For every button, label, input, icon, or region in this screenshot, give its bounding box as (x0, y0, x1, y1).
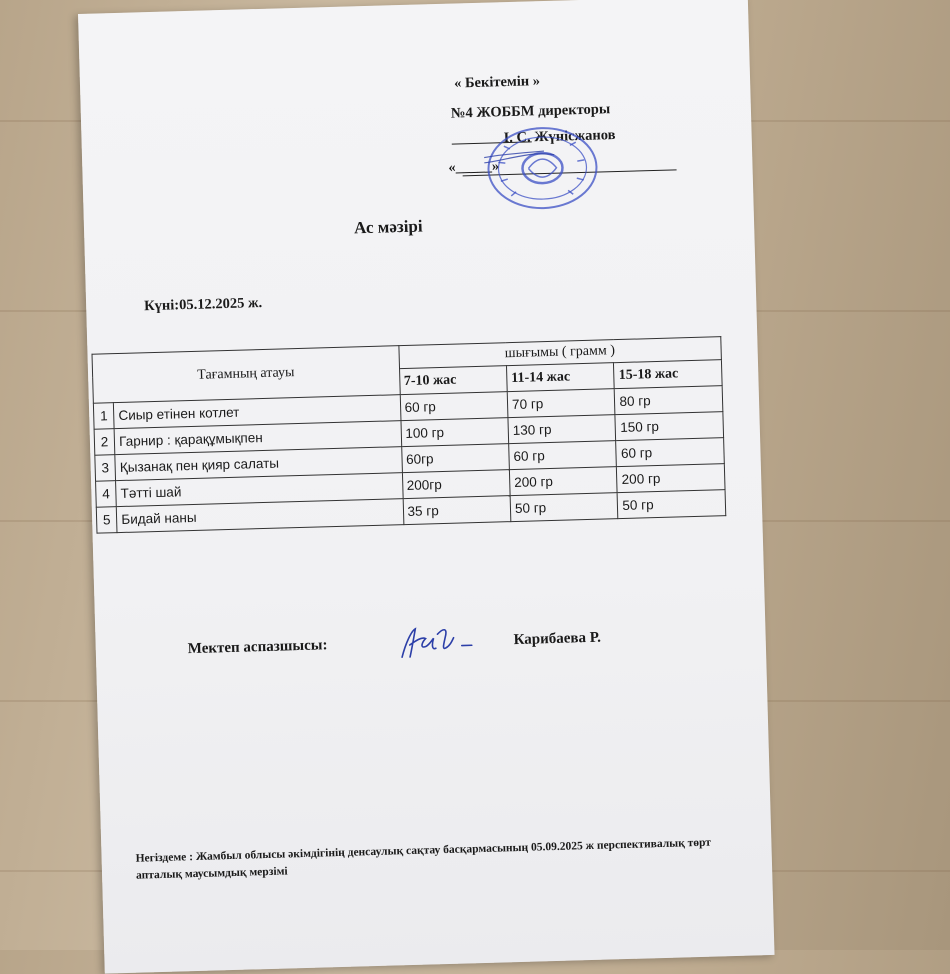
yield-cell: 200 гр (617, 464, 725, 493)
cook-label: Мектеп аспазшысы: (187, 637, 328, 658)
cook-name: Карибаева Р. (513, 629, 602, 649)
page-title: Ас мәзірі (353, 216, 423, 238)
yield-cell: 60 гр (400, 392, 508, 421)
document-date: Күні:05.12.2025 ж. (143, 294, 263, 315)
dish-name: Тәтті шай (116, 473, 403, 507)
approval-date: «_____» (448, 158, 500, 176)
yield-cell: 150 гр (615, 412, 723, 441)
row-number: 4 (96, 481, 117, 508)
yield-cell: 60гр (401, 444, 509, 473)
yield-cell: 70 гр (507, 389, 615, 418)
approval-role: №4 ЖОББМ директоры (450, 101, 611, 122)
yield-cell: 60 гр (616, 438, 724, 467)
official-stamp-icon (483, 123, 601, 212)
menu-table (91, 336, 726, 534)
row-number: 1 (93, 403, 114, 430)
footer-note: Негіздеме : Жамбыл облысы әкімдігінің денсаулық сақтау басқармасының 05.09.2025 ж перспективалық төрт апталық маусымдық мерзімі (135, 836, 712, 882)
header-age-group: 15-18 жас (614, 360, 722, 389)
yield-cell: 50 гр (618, 490, 726, 519)
yield-cell: 50 гр (510, 493, 618, 522)
header-dish: Тағамның атауы (92, 346, 400, 404)
row-number: 3 (95, 455, 116, 482)
dish-name: Бидай наны (116, 499, 403, 533)
approval-title: « Бекітемін » (453, 73, 541, 92)
row-number: 5 (96, 507, 117, 534)
document-page (78, 0, 775, 974)
dish-name: Гарнир : қарақұмықпен (114, 421, 401, 455)
handwritten-signature-icon (395, 621, 476, 663)
dish-name: Қызанақ пен қияр салаты (115, 447, 402, 481)
header-age-group: 11-14 жас (506, 363, 614, 392)
approval-block (448, 68, 712, 176)
dish-name: Сиыр етінен котлет (114, 395, 401, 429)
yield-cell: 80 гр (615, 386, 723, 415)
yield-cell: 100 гр (400, 418, 508, 447)
yield-cell: 200 гр (509, 467, 617, 496)
yield-cell: 200гр (402, 470, 510, 499)
row-number: 2 (94, 429, 115, 456)
header-yield: шығымы ( грамм ) (398, 337, 721, 369)
approval-name: І. С. Жүнісжанов (503, 127, 616, 147)
header-age-group: 7-10 жас (399, 366, 507, 395)
yield-cell: 130 гр (508, 415, 616, 444)
yield-cell: 35 гр (403, 496, 511, 525)
yield-cell: 60 гр (509, 441, 617, 470)
